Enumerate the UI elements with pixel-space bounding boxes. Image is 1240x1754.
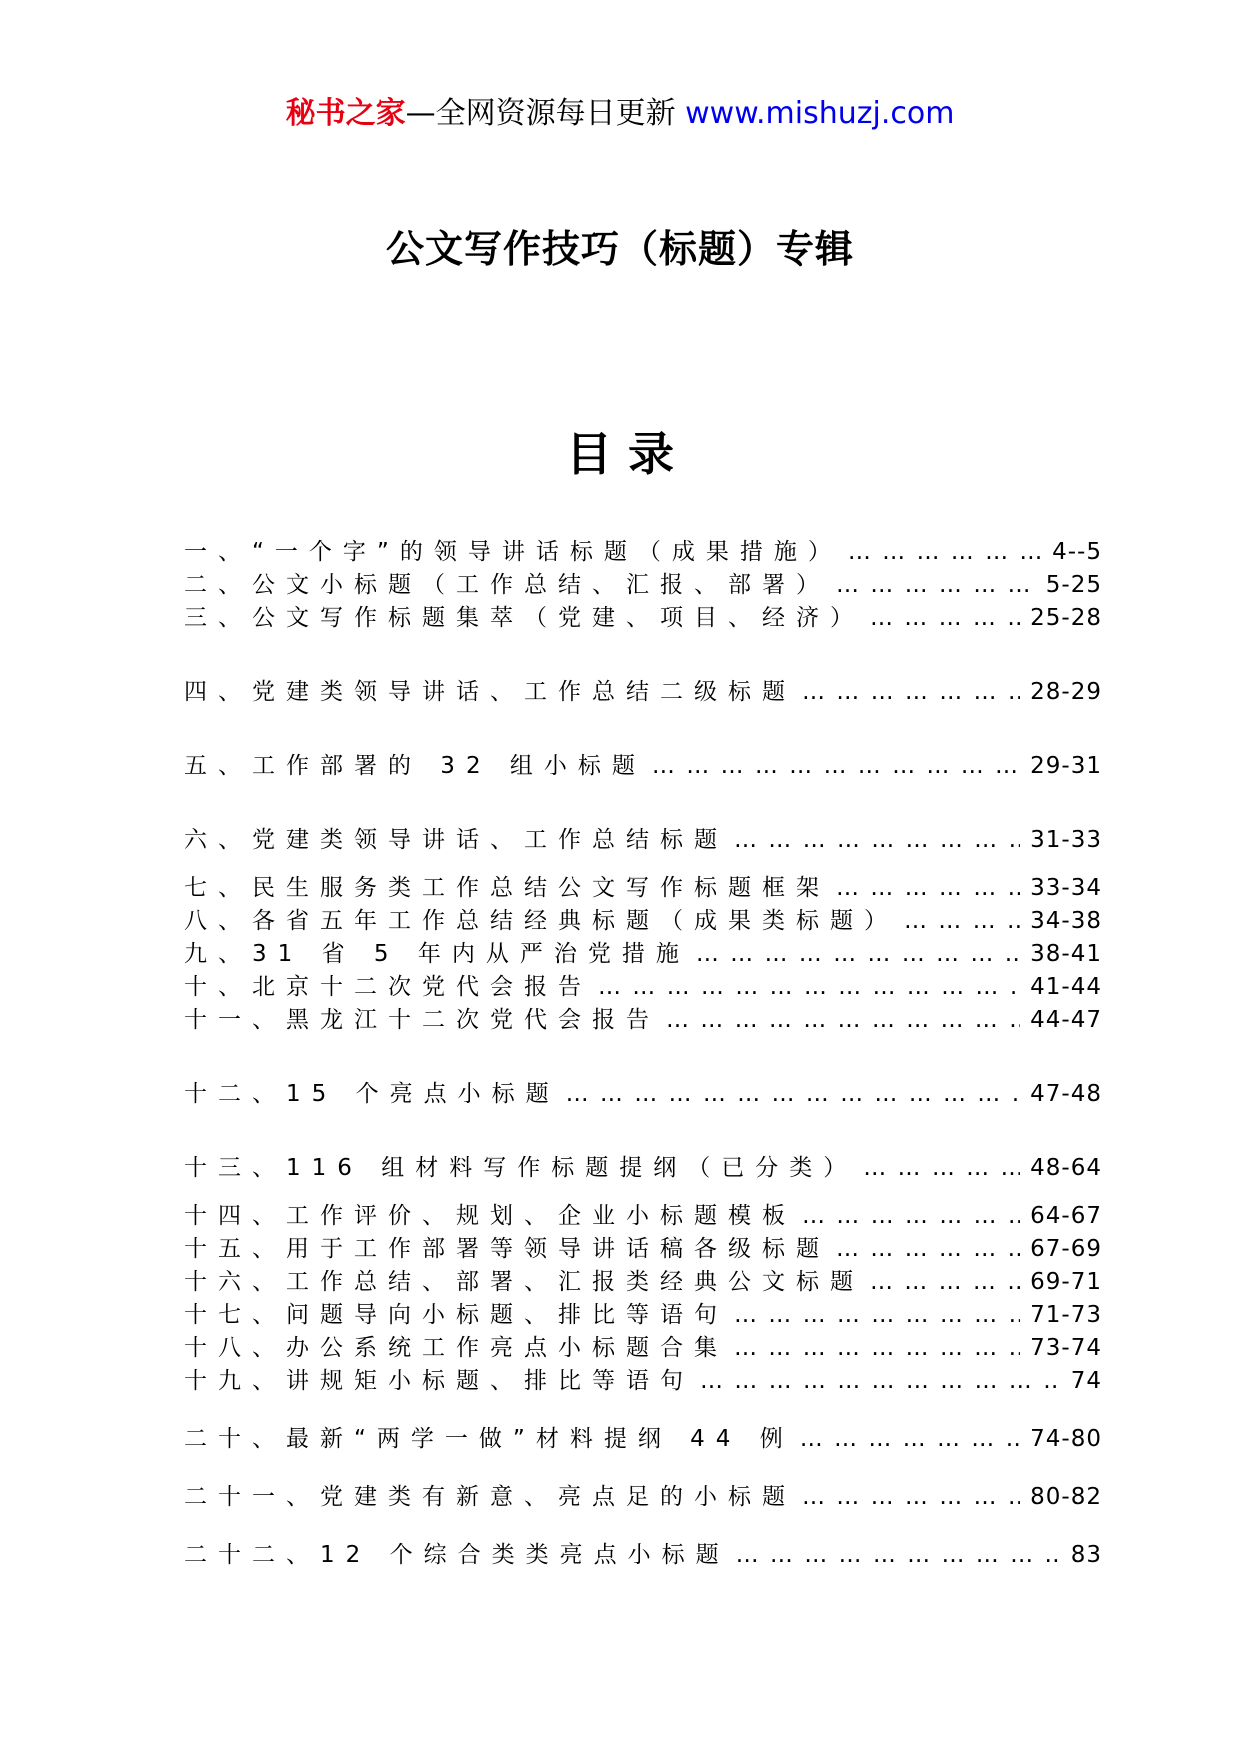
toc-entry-label: 一、“一个字”的领导讲话标题（成果措施） [184, 539, 842, 565]
toc-entry-label: 十七、问题导向小标题、排比等语句 [184, 1302, 728, 1328]
toc-entry-label: 六、党建类领导讲话、工作总结标题 [184, 827, 728, 853]
toc-entry-label: 二十一、党建类有新意、亮点足的小标题 [184, 1484, 796, 1510]
toc-entry-pages: 48-64 [1030, 1155, 1102, 1181]
document-title: 公文写作技巧（标题）专辑 [385, 227, 854, 271]
toc-entry-label: 十五、用于工作部署等领导讲话稿各级标题 [184, 1236, 830, 1262]
toc-entry[interactable] [184, 751, 1102, 781]
toc-entry[interactable] [184, 1201, 1102, 1231]
toc-entry[interactable] [184, 906, 1102, 936]
toc-leader [598, 972, 1020, 1002]
toc-entry[interactable] [184, 1540, 1102, 1570]
toc-entry-label: 二十、最新“两学一做”材料提纲 44 例 [184, 1426, 794, 1452]
toc-leader [802, 1201, 1020, 1231]
toc-entry-label: 十六、工作总结、部署、汇报类经典公文标题 [184, 1269, 864, 1295]
site-link[interactable]: www.mishuzj.com [685, 96, 955, 131]
toc-leader [666, 1005, 1020, 1035]
toc-leader [736, 1540, 1061, 1570]
toc-entry[interactable] [184, 1267, 1102, 1297]
toc-leader [800, 1424, 1020, 1454]
toc-entry[interactable] [184, 1424, 1102, 1454]
toc-leader [700, 1366, 1061, 1396]
toc-entry-pages: 64-67 [1030, 1203, 1102, 1229]
site-slogan: —全网资源每日更新 [405, 96, 676, 131]
toc-leader [734, 1333, 1020, 1363]
toc-entry-label: 十四、工作评价、规划、企业小标题模板 [184, 1203, 796, 1229]
toc-entry-pages: 73-74 [1030, 1335, 1102, 1361]
toc-leader [836, 1234, 1020, 1264]
toc-entry-label: 九、31 省 5 年内从严治党措施 [184, 941, 690, 967]
toc-entry[interactable] [184, 972, 1102, 1002]
toc-entry-pages: 31-33 [1030, 827, 1102, 853]
toc-entry-pages: 28-29 [1030, 679, 1102, 705]
toc-leader [848, 537, 1042, 567]
toc-entry-pages: 80-82 [1030, 1484, 1102, 1510]
toc-leader [836, 570, 1036, 600]
toc-entry-pages: 38-41 [1030, 941, 1102, 967]
toc-entry[interactable] [184, 537, 1102, 567]
toc-leader [870, 603, 1020, 633]
toc-entry[interactable] [184, 1005, 1102, 1035]
toc-entry-pages: 5-25 [1045, 572, 1102, 598]
toc-entry-label: 十一、黑龙江十二次党代会报告 [184, 1007, 660, 1033]
toc-entry-pages: 29-31 [1030, 753, 1102, 779]
toc-leader [696, 939, 1020, 969]
toc-entry-pages: 33-34 [1030, 875, 1102, 901]
brand-name: 秘书之家 [285, 96, 406, 131]
toc-entry[interactable] [184, 873, 1102, 903]
toc-entry-pages: 4--5 [1052, 539, 1102, 565]
toc-entry-pages: 47-48 [1030, 1081, 1102, 1107]
toc-entry-label: 十三、116 组材料写作标题提纲（已分类） [184, 1155, 858, 1181]
toc-leader [863, 1153, 1020, 1183]
toc-entry[interactable] [184, 570, 1102, 600]
toc-entry-label: 八、各省五年工作总结经典标题（成果类标题） [184, 908, 898, 934]
toc-entry[interactable] [184, 1300, 1102, 1330]
toc-leader [836, 873, 1020, 903]
toc-entry-pages: 25-28 [1030, 605, 1102, 631]
toc-entry[interactable] [184, 603, 1102, 633]
toc-entry-pages: 74 [1070, 1368, 1102, 1394]
toc-entry[interactable] [184, 1079, 1102, 1109]
toc-entry-pages: 67-69 [1030, 1236, 1102, 1262]
toc-heading: 目录 [566, 427, 690, 481]
toc-leader [904, 906, 1020, 936]
toc-leader [566, 1079, 1021, 1109]
toc-entry-label: 十二、15 个亮点小标题 [184, 1081, 560, 1107]
toc-entry-label: 三、公文写作标题集萃（党建、项目、经济） [184, 605, 864, 631]
toc-entry[interactable] [184, 1366, 1102, 1396]
toc-entry[interactable] [184, 677, 1102, 707]
toc-entry-label: 二、公文小标题（工作总结、汇报、部署） [184, 572, 830, 598]
toc-entry-label: 十九、讲规矩小标题、排比等语句 [184, 1368, 694, 1394]
table-of-contents [184, 0, 1102, 1754]
toc-entry-label: 七、民生服务类工作总结公文写作标题框架 [184, 875, 830, 901]
toc-entry-pages: 69-71 [1030, 1269, 1102, 1295]
toc-entry-label: 十八、办公系统工作亮点小标题合集 [184, 1335, 728, 1361]
toc-entry[interactable] [184, 1482, 1102, 1512]
toc-entry-pages: 71-73 [1030, 1302, 1102, 1328]
toc-leader [802, 677, 1020, 707]
toc-entry-pages: 34-38 [1030, 908, 1102, 934]
toc-entry-label: 二十二、12 个综合类类亮点小标题 [184, 1542, 730, 1568]
toc-entry[interactable] [184, 1333, 1102, 1363]
toc-entry-pages: 83 [1070, 1542, 1102, 1568]
toc-entry-label: 五、工作部署的 32 组小标题 [184, 753, 646, 779]
toc-leader [652, 751, 1020, 781]
toc-entry-label: 四、党建类领导讲话、工作总结二级标题 [184, 679, 796, 705]
toc-entry-pages: 44-47 [1030, 1007, 1102, 1033]
toc-entry[interactable] [184, 825, 1102, 855]
toc-leader [870, 1267, 1020, 1297]
toc-entry[interactable] [184, 939, 1102, 969]
toc-entry-label: 十、北京十二次党代会报告 [184, 974, 592, 1000]
toc-leader [802, 1482, 1020, 1512]
toc-entry[interactable] [184, 1234, 1102, 1264]
toc-entry[interactable] [184, 1153, 1102, 1183]
toc-entry-pages: 74-80 [1030, 1426, 1102, 1452]
toc-leader [734, 825, 1020, 855]
toc-entry-pages: 41-44 [1030, 974, 1102, 1000]
toc-leader [734, 1300, 1020, 1330]
